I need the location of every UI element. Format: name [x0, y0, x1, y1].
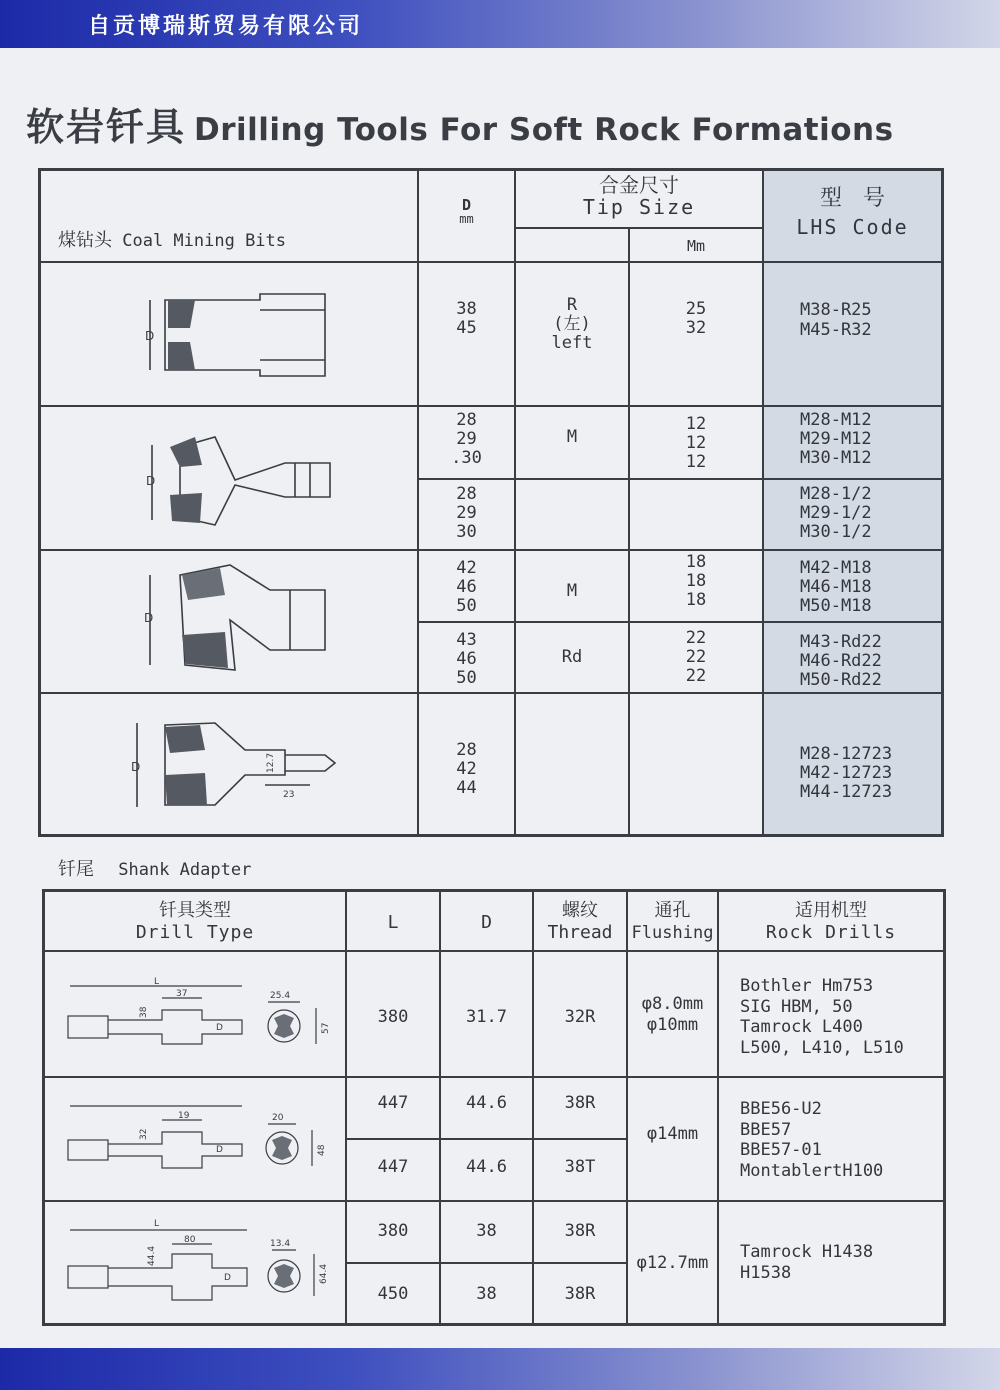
svg-text:L: L — [154, 1219, 160, 1229]
shank-flushing: φ12.7mm — [636, 1253, 709, 1273]
title-zh: 软岩钎具 — [26, 105, 187, 149]
shank-drawing-1 — [62, 968, 337, 1063]
shank-d: 44.6 — [466, 1093, 507, 1113]
shank-d: 38 — [476, 1221, 497, 1241]
d-header: D — [481, 912, 492, 933]
bit-size: 22 22 22 — [685, 628, 707, 686]
shank-thread: 38T — [564, 1157, 596, 1177]
svg-text:44.4: 44.4 — [147, 1245, 157, 1266]
shank-rock-drills: Bothler Hm753 SIG HBM, 50 Tamrock L400 L500, L410, L510 — [740, 976, 904, 1058]
shank-l: 380 — [377, 1007, 409, 1027]
svg-text:38: 38 — [139, 1006, 149, 1018]
shank-thread: 38R — [564, 1093, 596, 1113]
svg-text:D: D — [144, 611, 154, 625]
company-name: 自贡博瑞斯贸易有限公司 — [88, 14, 364, 39]
svg-text:12.7: 12.7 — [266, 752, 276, 773]
bit-d: 28 29 .30 — [451, 410, 482, 468]
svg-text:D: D — [146, 474, 156, 488]
svg-text:D: D — [216, 1023, 223, 1033]
bottom-banner — [0, 1348, 1000, 1390]
bit-d: 28 42 44 — [456, 740, 477, 798]
svg-text:80: 80 — [184, 1235, 196, 1245]
drill-type-header: 钎具类型 Drill Type — [135, 900, 255, 943]
svg-text:64.4: 64.4 — [319, 1263, 329, 1284]
bit-code: M43-Rd22 M46-Rd22 M50-Rd22 — [800, 632, 882, 690]
bit-size: 25 32 — [685, 299, 707, 338]
shank-thread: 38R — [564, 1221, 596, 1241]
shank-flushing: φ14mm — [646, 1124, 699, 1144]
coal-bit-r-drawing — [140, 280, 340, 390]
l-header: L — [387, 912, 399, 933]
bit-size: 18 18 18 — [685, 552, 707, 610]
lhs-code-header: 型 号 LHS Code — [796, 186, 909, 239]
bit-d: 28 29 30 — [456, 484, 477, 542]
shank-drawing-2 — [62, 1090, 337, 1190]
shank-l: 447 — [377, 1093, 409, 1113]
thread-header: 螺纹 Thread — [547, 900, 613, 943]
bit-code: M28-12723 M42-12723 M44-12723 — [800, 744, 893, 802]
coal-bit-m-drawing — [140, 425, 340, 540]
shank-thread: 38R — [564, 1284, 596, 1304]
shank-thread: 32R — [564, 1007, 596, 1027]
coal-bit-12723-drawing — [125, 705, 355, 820]
shank-drawing-3 — [62, 1212, 337, 1312]
svg-text:32: 32 — [139, 1128, 149, 1140]
bit-d: 38 45 — [456, 299, 477, 338]
shank-l: 450 — [377, 1284, 409, 1304]
shank-flushing: φ8.0mm φ10mm — [641, 994, 704, 1035]
svg-text:13.4: 13.4 — [270, 1239, 291, 1249]
svg-text:D: D — [145, 329, 155, 343]
coal-bits-label: 煤钻头 Coal Mining Bits — [58, 230, 287, 251]
svg-text:D: D — [131, 760, 141, 774]
d-column-header: D mm — [459, 196, 474, 226]
svg-text:19: 19 — [178, 1111, 190, 1121]
bit-tip: R (左) left — [551, 295, 593, 353]
shank-rock-drills: Tamrock H1438 H1538 — [740, 1242, 874, 1283]
shank-l: 380 — [377, 1221, 409, 1241]
shank-d: 44.6 — [466, 1157, 507, 1177]
page-title — [26, 96, 894, 151]
title-en: Drilling Tools For Soft Rock Formations — [194, 112, 894, 148]
shank-d: 31.7 — [466, 1007, 507, 1027]
bit-code: M28-M12 M29-M12 M30-M12 — [800, 410, 872, 468]
svg-text:23: 23 — [283, 790, 295, 800]
top-banner — [0, 0, 1000, 48]
bit-code: M42-M18 M46-M18 M50-M18 — [800, 558, 872, 616]
svg-text:20: 20 — [272, 1113, 284, 1123]
bit-tip: M — [566, 581, 578, 601]
shank-rock-drills: BBE56-U2 BBE57 BBE57-01 MontablertH100 — [740, 1099, 884, 1181]
tip-size-header: 合金尺寸 Tip Size — [582, 173, 696, 219]
bit-size: 12 12 12 — [685, 414, 707, 472]
svg-text:37: 37 — [176, 989, 188, 999]
bit-code: M38-R25 M45-R32 — [800, 300, 872, 340]
svg-text:25.4: 25.4 — [270, 991, 291, 1001]
flushing-header: 通孔 Flushing — [631, 900, 714, 943]
bit-code: M28-1/2 M29-1/2 M30-1/2 — [800, 484, 872, 542]
bit-tip: M — [566, 427, 578, 447]
shank-d: 38 — [476, 1284, 497, 1304]
bit-d: 42 46 50 — [456, 558, 477, 616]
bit-d: 43 46 50 — [456, 630, 477, 688]
shank-adapter-label: 钎尾 Shank Adapter — [58, 859, 252, 880]
bit-tip: Rd — [561, 647, 583, 667]
svg-text:57: 57 — [321, 1022, 331, 1034]
svg-text:L: L — [154, 977, 160, 987]
mm-header: Mm — [686, 237, 706, 255]
svg-text:D: D — [224, 1273, 231, 1283]
rock-drills-header: 适用机型 Rock Drills — [765, 900, 897, 943]
shank-l: 447 — [377, 1157, 409, 1177]
svg-text:48: 48 — [317, 1144, 327, 1156]
coal-bit-m18-drawing — [140, 560, 340, 680]
svg-text:D: D — [216, 1145, 223, 1155]
